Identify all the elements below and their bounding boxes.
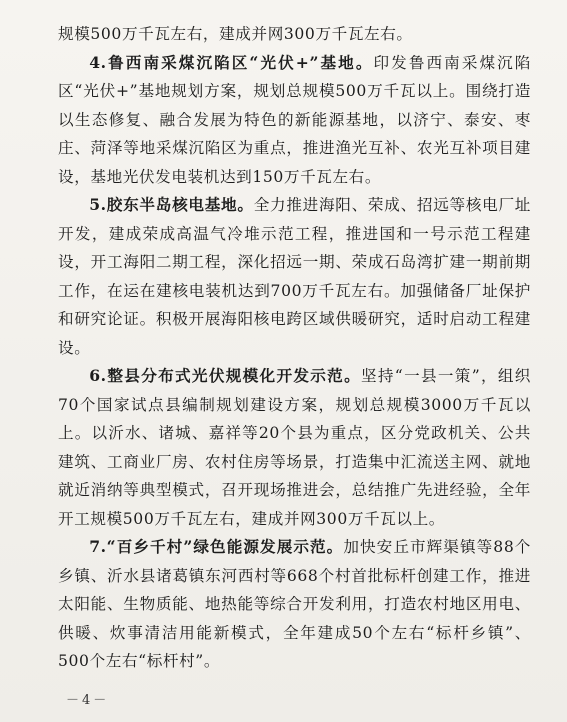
paragraph-body: 加快安丘市辉渠镇等88个乡镇、沂水县诸葛镇东河西村等668个村首批标杆创建工作，推进太阳能、生物质能、地热能等综合开发利用，打造农村地区用电、供暖、炊事清洁用能新模式，全年建成50个左右“标杆乡镇”、500个左右“标杆村”。 bbox=[58, 538, 531, 670]
paragraph-body: 印发鲁西南采煤沉陷区“光伏+”基地规划方案，规划总规模500万千瓦以上。围绕打造以生态修复、融合发展为特色的新能源基地，以济宁、泰安、枣庄、菏泽等地采煤沉陷区为重点，推进渔光互补、农光互补项目建设，基地光伏发电装机达到150万千瓦左右。 bbox=[58, 53, 531, 186]
paragraph-heading: 4.鲁西南采煤沉陷区“光伏+”基地。 bbox=[89, 52, 374, 72]
paragraph-item-4 bbox=[58, 49, 531, 192]
paragraph-body: 全力推进海阳、荣成、招远等核电厂址开发，建成荣成高温气冷堆示范工程，推进国和一号示范工程建设，开工海阳二期工程，深化招远一期、荣成石岛湾扩建一期前期工作，在运在建核电装机达到700万千瓦左右。加强储备厂址保护和研究论证。积极开展海阳核电跨区域供暖研究，适时启动工程建设。 bbox=[58, 196, 532, 357]
paragraph-heading: 7.“百乡千村”绿色能源发展示范。 bbox=[89, 537, 344, 556]
paragraph-item-7 bbox=[58, 533, 531, 676]
page-number: －4－ bbox=[66, 693, 110, 708]
paragraph-body: 坚持“一县一策”，组织70个国家试点县编制规划建设方案，规划总规模3000万千瓦以上。以沂水、诸城、嘉祥等20个县为重点，区分党政机关、公共建筑、工商业厂房、农村住房等场景，打造集中汇流送主网、就地就近消纳等典型模式，召开现场推进会，总结推广先进经验，全年开工规模500万千瓦左右，建成并网300万千瓦以上。 bbox=[58, 367, 531, 528]
paragraph-heading: 5.胶东半岛核电基地。 bbox=[89, 195, 254, 214]
paragraph-body: 规模500万千瓦左右，建成并网300万千瓦左右。 bbox=[58, 25, 413, 43]
paragraph-heading: 6.整县分布式光伏规模化开发示范。 bbox=[89, 366, 361, 385]
paragraph-item-6 bbox=[58, 362, 531, 533]
paragraph-continuation bbox=[58, 20, 531, 49]
paragraph-item-5 bbox=[58, 191, 531, 362]
